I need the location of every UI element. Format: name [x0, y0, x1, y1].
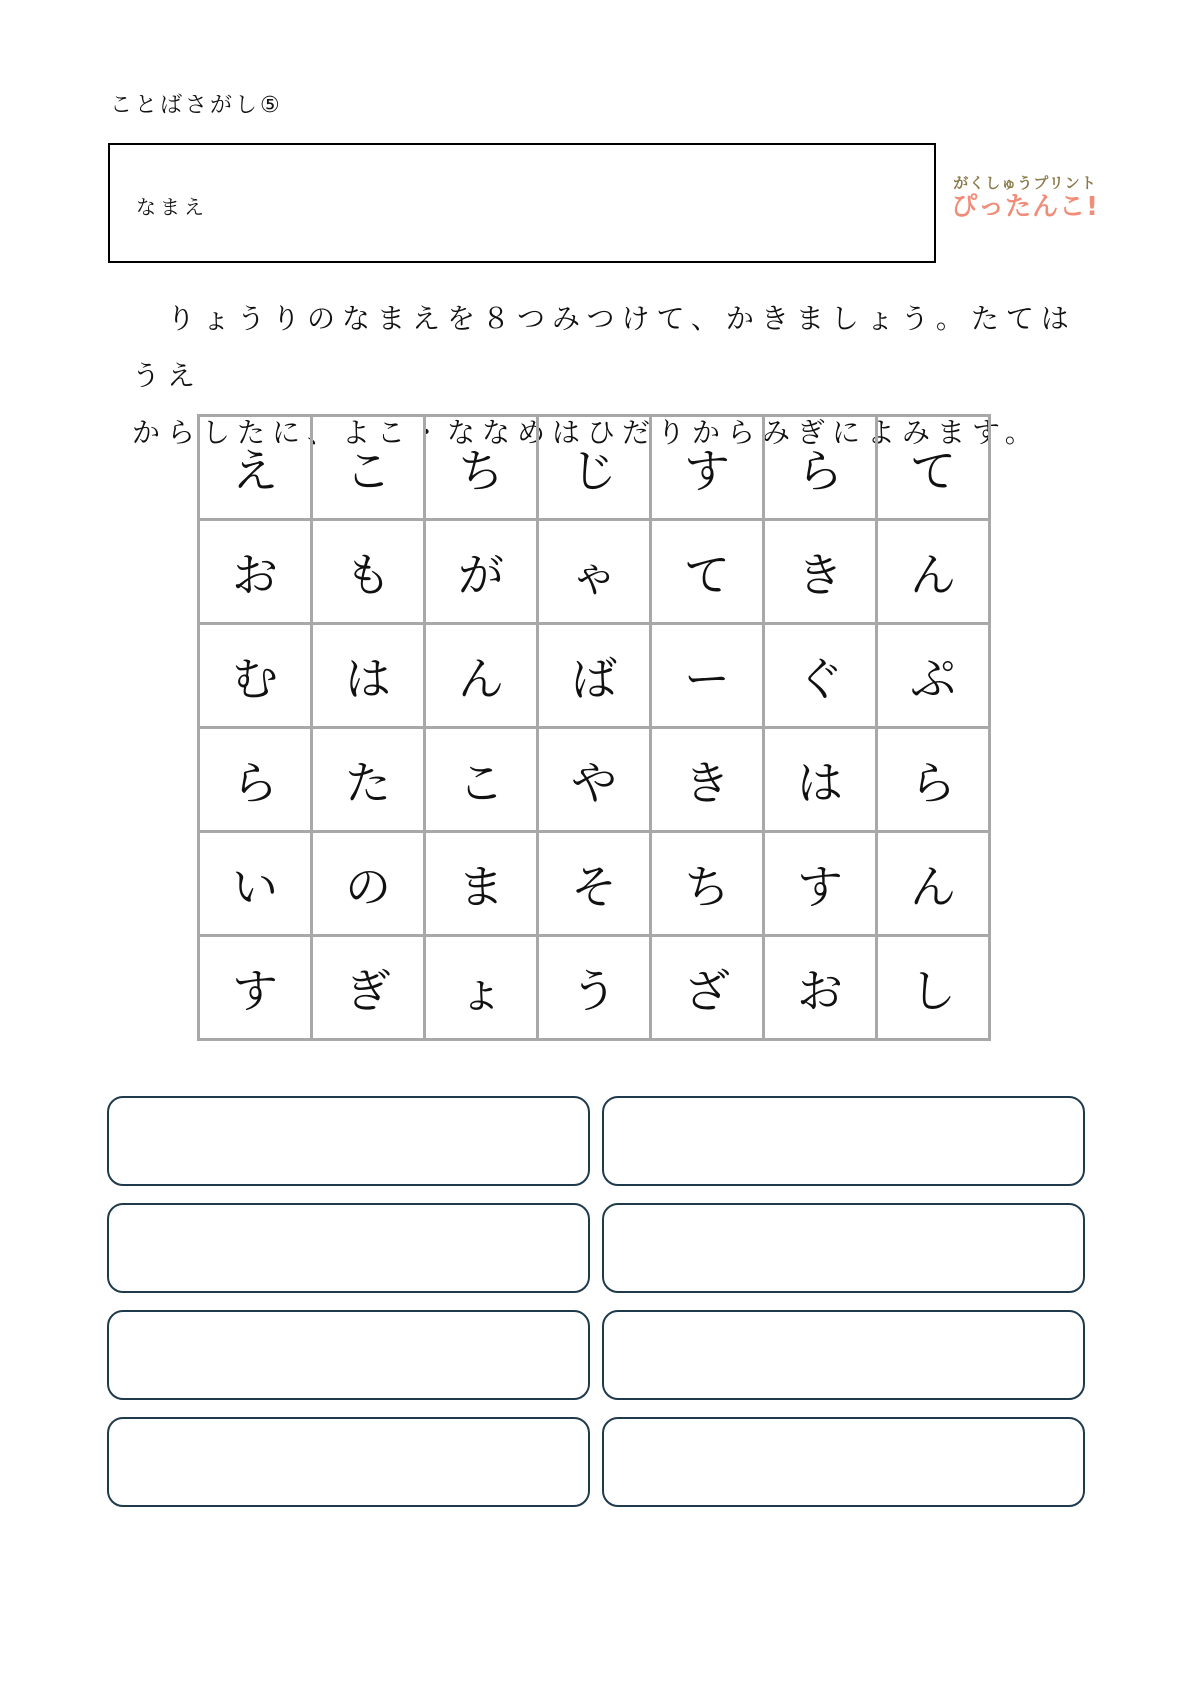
- grid-cell[interactable]: い: [199, 832, 312, 936]
- grid-cell[interactable]: す: [764, 832, 877, 936]
- grid-row: [199, 832, 990, 936]
- answer-field[interactable]: [602, 1096, 1085, 1186]
- grid-cell[interactable]: ぷ: [877, 624, 990, 728]
- grid-cell[interactable]: ん: [425, 624, 538, 728]
- grid-cell[interactable]: は: [764, 728, 877, 832]
- grid-cell[interactable]: ざ: [651, 936, 764, 1040]
- grid-cell[interactable]: ら: [877, 728, 990, 832]
- grid-cell[interactable]: ち: [651, 832, 764, 936]
- answer-field[interactable]: [107, 1417, 590, 1507]
- grid-cell[interactable]: き: [764, 520, 877, 624]
- answer-field[interactable]: [107, 1310, 590, 1400]
- grid-cell[interactable]: じ: [538, 416, 651, 520]
- logo-wordmark: [950, 193, 1100, 222]
- answer-boxes: [107, 1096, 1083, 1507]
- worksheet-title: ことばさがし⑤: [110, 93, 283, 118]
- grid-cell[interactable]: ば: [538, 624, 651, 728]
- logo-wordmark-text: ぴったんこ!: [951, 192, 1099, 222]
- grid-cell[interactable]: ー: [651, 624, 764, 728]
- logo-subtitle: がくしゅうプリント: [953, 174, 1097, 192]
- grid-cell[interactable]: す: [199, 936, 312, 1040]
- grid-cell[interactable]: て: [651, 520, 764, 624]
- grid-row: [199, 624, 990, 728]
- grid-cell[interactable]: こ: [312, 416, 425, 520]
- word-search-grid: [197, 414, 991, 1041]
- grid-cell[interactable]: て: [877, 416, 990, 520]
- grid-cell[interactable]: ら: [199, 728, 312, 832]
- grid-cell[interactable]: そ: [538, 832, 651, 936]
- instructions-line-2: からしたに、よこ・ななめはひだりからみぎによみます。: [132, 416, 1040, 449]
- grid-cell[interactable]: え: [199, 416, 312, 520]
- grid-cell[interactable]: た: [312, 728, 425, 832]
- instructions-line-1: りょうりのなまえを８つみつけて、かきましょう。たてはうえ: [132, 302, 1076, 392]
- grid-cell[interactable]: ん: [877, 520, 990, 624]
- grid-cell[interactable]: す: [651, 416, 764, 520]
- grid-cell[interactable]: が: [425, 520, 538, 624]
- answer-field[interactable]: [602, 1310, 1085, 1400]
- grid-cell[interactable]: も: [312, 520, 425, 624]
- name-label: なまえ: [136, 195, 208, 219]
- grid-cell[interactable]: お: [764, 936, 877, 1040]
- answer-field[interactable]: [107, 1096, 590, 1186]
- grid-cell[interactable]: ち: [425, 416, 538, 520]
- grid-cell[interactable]: は: [312, 624, 425, 728]
- grid-cell[interactable]: ぎ: [312, 936, 425, 1040]
- grid-cell[interactable]: ま: [425, 832, 538, 936]
- grid-cell[interactable]: ぐ: [764, 624, 877, 728]
- answer-field[interactable]: [602, 1417, 1085, 1507]
- grid-cell[interactable]: ら: [764, 416, 877, 520]
- grid-row: [199, 728, 990, 832]
- grid-row: [199, 416, 990, 520]
- publisher-logo: [950, 172, 1100, 222]
- grid-cell[interactable]: き: [651, 728, 764, 832]
- grid-cell[interactable]: ん: [877, 832, 990, 936]
- grid-cell[interactable]: お: [199, 520, 312, 624]
- grid-cell[interactable]: ゃ: [538, 520, 651, 624]
- grid-cell[interactable]: の: [312, 832, 425, 936]
- name-field[interactable]: [108, 143, 936, 263]
- grid-row: [199, 936, 990, 1040]
- answer-field[interactable]: [602, 1203, 1085, 1293]
- grid-row: [199, 520, 990, 624]
- grid-cell[interactable]: や: [538, 728, 651, 832]
- grid-cell[interactable]: む: [199, 624, 312, 728]
- grid-cell[interactable]: う: [538, 936, 651, 1040]
- grid-cell[interactable]: こ: [425, 728, 538, 832]
- grid-cell[interactable]: ょ: [425, 936, 538, 1040]
- answer-field[interactable]: [107, 1203, 590, 1293]
- grid-cell[interactable]: し: [877, 936, 990, 1040]
